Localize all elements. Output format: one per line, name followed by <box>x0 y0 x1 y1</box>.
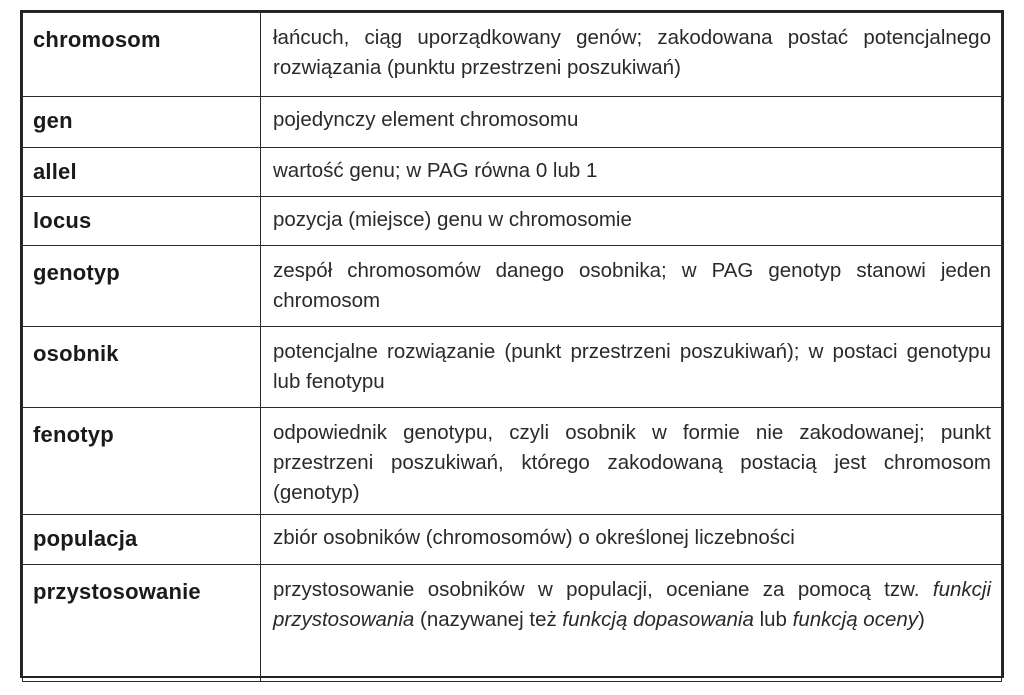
definition-cell: zbiór osobników (chromosomów) o określonej liczebności <box>261 515 1002 565</box>
term-cell: populacja <box>23 515 261 565</box>
table-row <box>23 197 1002 246</box>
term-cell: przystosowanie <box>23 565 261 682</box>
term-cell: fenotyp <box>23 408 261 515</box>
table-row <box>23 408 1002 515</box>
definition-text: lub <box>753 608 793 631</box>
term-cell: chromosom <box>23 13 261 97</box>
italic-term: funkcją dopasowania <box>562 608 754 631</box>
term-cell: gen <box>23 97 261 148</box>
term-cell: osobnik <box>23 327 261 408</box>
term-cell: allel <box>23 148 261 197</box>
term-cell: genotyp <box>23 246 261 327</box>
definition-cell: łańcuch, ciąg uporządkowany genów; zakodowana postać potencjalnego rozwiązania (punktu przestrzeni poszukiwań) <box>261 13 1002 97</box>
italic-term: funkcją oceny <box>792 608 918 631</box>
table-row <box>23 13 1002 97</box>
table-row <box>23 97 1002 148</box>
table-row <box>23 565 1002 682</box>
table-row <box>23 515 1002 565</box>
definition-cell: wartość genu; w PAG równa 0 lub 1 <box>261 148 1002 197</box>
definition-cell: pojedynczy element chromosomu <box>261 97 1002 148</box>
table-row <box>23 148 1002 197</box>
definition-cell: zespół chromosomów danego osobnika; w PAG genotyp stanowi jeden chromosom <box>261 246 1002 327</box>
term-cell: locus <box>23 197 261 246</box>
definition-cell: pozycja (miejsce) genu w chromosomie <box>261 197 1002 246</box>
table-row <box>23 327 1002 408</box>
glossary-table-frame <box>20 10 1004 678</box>
glossary-table <box>22 12 1002 682</box>
definition-cell <box>261 565 1002 682</box>
definition-text: ) <box>918 608 925 631</box>
italic-term: funkcji przystosowania <box>273 578 991 631</box>
definition-cell: potencjalne rozwiązanie (punkt przestrzeni poszukiwań); w postaci genotypu lub fenotypu <box>261 327 1002 408</box>
definition-cell: odpowiednik genotypu, czyli osobnik w formie nie zakodowanej; punkt przestrzeni poszukiwań, którego zakodowaną postacią jest chromosom (genotyp) <box>261 408 1002 515</box>
definition-text: przystosowanie osobników w populacji, oceniane za pomocą tzw. <box>273 578 933 601</box>
definition-text: (nazywanej też <box>414 608 563 631</box>
table-row <box>23 246 1002 327</box>
